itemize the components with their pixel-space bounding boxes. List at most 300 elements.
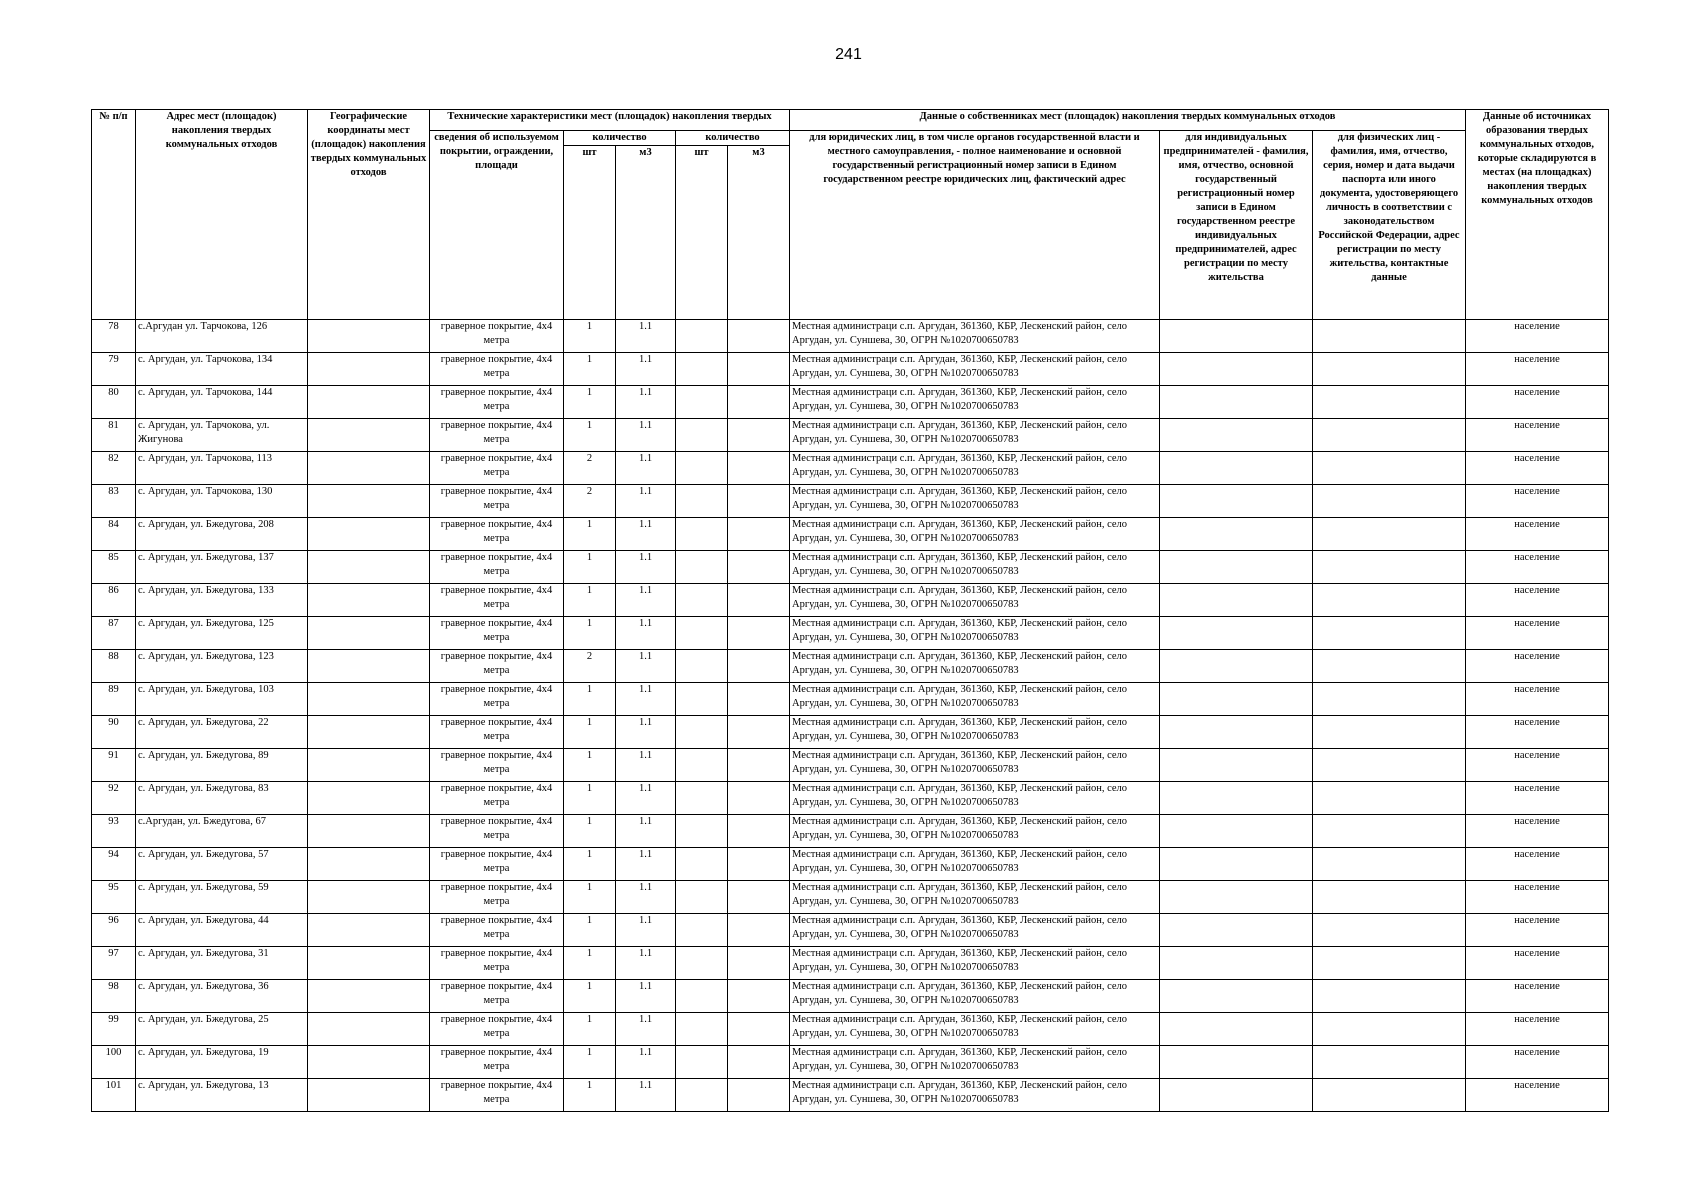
row-owner-legal: Местная администраци с.п. Аргудан, 361360, КБР, Лескенский район, село Аргудан, ул. Суншева, 30, ОГРН №1020700650783: [790, 1013, 1160, 1046]
row-surface: граверное покрытие, 4х4 метра: [430, 716, 564, 749]
row-address: с. Аргудан, ул. Бжедугова, 36: [136, 980, 308, 1013]
header-tech-text: Технические характеристики мест (площадок) накопления твердых: [447, 111, 772, 122]
row-m3: 1.1: [616, 749, 676, 782]
header-owners-ip: для индивидуальных предпринимателей - фамилия, имя, отчество, основной государственный регистрационный номер записи в Едином государственном реестре индивидуальных предпринимателей, адрес регистрации по месту жительства: [1160, 131, 1313, 320]
table-row: [92, 881, 1609, 914]
row-no: 79: [92, 353, 136, 386]
row-owner-ip: [1160, 848, 1313, 881]
row-surface: граверное покрытие, 4х4 метра: [430, 1079, 564, 1112]
row-owner-ip: [1160, 815, 1313, 848]
row-address: с. Аргудан, ул. Бжедугова, 83: [136, 782, 308, 815]
row-owner-legal: Местная администраци с.п. Аргудан, 361360, КБР, Лескенский район, село Аргудан, ул. Суншева, 30, ОГРН №1020700650783: [790, 782, 1160, 815]
row-geo: [308, 881, 430, 914]
row-planned-m3: [728, 1079, 790, 1112]
row-m3: 1.1: [616, 518, 676, 551]
row-planned-pcs: [676, 716, 728, 749]
row-owner-legal: Местная администраци с.п. Аргудан, 361360, КБР, Лескенский район, село Аргудан, ул. Суншева, 30, ОГРН №1020700650783: [790, 980, 1160, 1013]
header-tech-qty-planned-text: количество: [705, 132, 760, 143]
row-owner-legal: Местная администраци с.п. Аргудан, 361360, КБР, Лескенский район, село Аргудан, ул. Суншева, 30, ОГРН №1020700650783: [790, 815, 1160, 848]
row-m3: 1.1: [616, 1079, 676, 1112]
row-planned-m3: [728, 683, 790, 716]
row-m3: 1.1: [616, 683, 676, 716]
row-planned-m3: [728, 386, 790, 419]
row-owner-legal: Местная администраци с.п. Аргудан, 361360, КБР, Лескенский район, село Аргудан, ул. Суншева, 30, ОГРН №1020700650783: [790, 518, 1160, 551]
row-owner-phys: [1313, 485, 1466, 518]
row-owner-legal: Местная администраци с.п. Аргудан, 361360, КБР, Лескенский район, село Аргудан, ул. Суншева, 30, ОГРН №1020700650783: [790, 320, 1160, 353]
row-m3: 1.1: [616, 650, 676, 683]
table-row: [92, 815, 1609, 848]
page-number: 241: [835, 46, 862, 63]
row-owner-phys: [1313, 386, 1466, 419]
row-planned-pcs: [676, 947, 728, 980]
row-pcs: 1: [564, 320, 616, 353]
row-pcs: 2: [564, 452, 616, 485]
row-planned-pcs: [676, 386, 728, 419]
table-row: [92, 782, 1609, 815]
row-planned-pcs: [676, 518, 728, 551]
row-planned-m3: [728, 320, 790, 353]
row-owner-phys: [1313, 584, 1466, 617]
row-address: с. Аргудан, ул. Бжедугова, 123: [136, 650, 308, 683]
row-address: с. Аргудан, ул. Бжедугова, 44: [136, 914, 308, 947]
row-address: с.Аргудан ул. Тарчокова, 126: [136, 320, 308, 353]
row-owner-phys: [1313, 914, 1466, 947]
row-no: 83: [92, 485, 136, 518]
row-owner-phys: [1313, 353, 1466, 386]
row-m3: 1.1: [616, 419, 676, 452]
row-planned-m3: [728, 353, 790, 386]
row-surface: граверное покрытие, 4х4 метра: [430, 584, 564, 617]
row-owner-phys: [1313, 1013, 1466, 1046]
row-no: 80: [92, 386, 136, 419]
row-planned-m3: [728, 881, 790, 914]
row-planned-m3: [728, 452, 790, 485]
row-address: с. Аргудан, ул. Бжедугова, 22: [136, 716, 308, 749]
row-source: население: [1466, 848, 1609, 881]
row-planned-m3: [728, 947, 790, 980]
row-pcs: 1: [564, 815, 616, 848]
row-m3: 1.1: [616, 848, 676, 881]
row-owner-legal: Местная администраци с.п. Аргудан, 361360, КБР, Лескенский район, село Аргудан, ул. Суншева, 30, ОГРН №1020700650783: [790, 551, 1160, 584]
row-no: 100: [92, 1046, 136, 1079]
row-geo: [308, 485, 430, 518]
row-address: с. Аргудан, ул. Бжедугова, 89: [136, 749, 308, 782]
row-planned-pcs: [676, 617, 728, 650]
table-row: [92, 485, 1609, 518]
row-owner-ip: [1160, 551, 1313, 584]
row-planned-pcs: [676, 782, 728, 815]
row-source: население: [1466, 947, 1609, 980]
row-surface: граверное покрытие, 4х4 метра: [430, 353, 564, 386]
row-source: население: [1466, 320, 1609, 353]
row-geo: [308, 650, 430, 683]
row-owner-phys: [1313, 782, 1466, 815]
row-no: 87: [92, 617, 136, 650]
row-owner-legal: Местная администраци с.п. Аргудан, 361360, КБР, Лескенский район, село Аргудан, ул. Суншева, 30, ОГРН №1020700650783: [790, 914, 1160, 947]
row-m3: 1.1: [616, 551, 676, 584]
row-no: 98: [92, 980, 136, 1013]
row-m3: 1.1: [616, 320, 676, 353]
row-pcs: 1: [564, 1046, 616, 1079]
row-m3: 1.1: [616, 617, 676, 650]
row-planned-pcs: [676, 353, 728, 386]
row-no: 90: [92, 716, 136, 749]
row-owner-legal: Местная администраци с.п. Аргудан, 361360, КБР, Лескенский район, село Аргудан, ул. Суншева, 30, ОГРН №1020700650783: [790, 650, 1160, 683]
table-row: [92, 848, 1609, 881]
row-pcs: 1: [564, 353, 616, 386]
row-surface: граверное покрытие, 4х4 метра: [430, 947, 564, 980]
row-geo: [308, 749, 430, 782]
row-planned-m3: [728, 815, 790, 848]
table-row: [92, 716, 1609, 749]
row-address: с. Аргудан, ул. Бжедугова, 137: [136, 551, 308, 584]
row-planned-pcs: [676, 1079, 728, 1112]
header-tech-qty-planned: [676, 131, 790, 146]
table-row: [92, 617, 1609, 650]
row-address: с. Аргудан, ул. Тарчокова, 144: [136, 386, 308, 419]
row-owner-phys: [1313, 419, 1466, 452]
row-planned-pcs: [676, 485, 728, 518]
table-row: [92, 419, 1609, 452]
row-planned-m3: [728, 749, 790, 782]
row-source: население: [1466, 914, 1609, 947]
row-owner-ip: [1160, 584, 1313, 617]
row-pcs: 2: [564, 485, 616, 518]
waste-sites-table: [91, 109, 1609, 1112]
row-pcs: 2: [564, 650, 616, 683]
row-planned-pcs: [676, 881, 728, 914]
table-row: [92, 1013, 1609, 1046]
row-no: 85: [92, 551, 136, 584]
row-source: население: [1466, 1013, 1609, 1046]
row-source: население: [1466, 650, 1609, 683]
row-pcs: 1: [564, 551, 616, 584]
row-owner-phys: [1313, 848, 1466, 881]
row-source: население: [1466, 452, 1609, 485]
row-m3: 1.1: [616, 452, 676, 485]
header-owners: Данные о собственниках мест (площадок) накопления твердых коммунальных отходов: [790, 110, 1466, 131]
row-owner-ip: [1160, 650, 1313, 683]
row-address: с. Аргудан, ул. Бжедугова, 57: [136, 848, 308, 881]
row-pcs: 1: [564, 518, 616, 551]
header-owners-legal: для юридических лиц, в том числе органов государственной власти и местного самоуправления, - полное наименование и основной государственный регистрационный номер записи в Едином государственном реестре юридических лиц, фактический адрес: [790, 131, 1160, 320]
row-pcs: 1: [564, 617, 616, 650]
header-geo: Географические координаты мест (площадок) накопления твердых коммунальных отходов: [308, 110, 430, 320]
row-geo: [308, 1046, 430, 1079]
row-owner-ip: [1160, 947, 1313, 980]
table-row: [92, 452, 1609, 485]
row-geo: [308, 320, 430, 353]
row-surface: граверное покрытие, 4х4 метра: [430, 518, 564, 551]
table-row: [92, 650, 1609, 683]
row-source: население: [1466, 518, 1609, 551]
row-source: население: [1466, 551, 1609, 584]
header-sources: Данные об источниках образования твердых коммунальных отходов, которые складируются в местах (на площадках) накопления твердых коммунальных отходов: [1466, 110, 1609, 320]
row-geo: [308, 1013, 430, 1046]
row-planned-m3: [728, 485, 790, 518]
table-row: [92, 947, 1609, 980]
row-owner-phys: [1313, 716, 1466, 749]
table-row: [92, 518, 1609, 551]
row-address: с. Аргудан, ул. Бжедугова, 208: [136, 518, 308, 551]
row-planned-pcs: [676, 320, 728, 353]
row-planned-pcs: [676, 683, 728, 716]
row-owner-phys: [1313, 815, 1466, 848]
row-geo: [308, 683, 430, 716]
row-m3: 1.1: [616, 353, 676, 386]
row-owner-ip: [1160, 914, 1313, 947]
row-planned-m3: [728, 419, 790, 452]
row-owner-phys: [1313, 551, 1466, 584]
row-geo: [308, 518, 430, 551]
row-pcs: 1: [564, 980, 616, 1013]
row-source: население: [1466, 617, 1609, 650]
row-no: 81: [92, 419, 136, 452]
row-geo: [308, 419, 430, 452]
row-planned-pcs: [676, 650, 728, 683]
row-address: с. Аргудан, ул. Бжедугова, 25: [136, 1013, 308, 1046]
row-geo: [308, 716, 430, 749]
row-planned-m3: [728, 848, 790, 881]
row-owner-phys: [1313, 1079, 1466, 1112]
row-planned-pcs: [676, 452, 728, 485]
row-surface: граверное покрытие, 4х4 метра: [430, 485, 564, 518]
header-unit-pcs-planned: шт: [676, 146, 728, 320]
row-owner-phys: [1313, 881, 1466, 914]
row-m3: 1.1: [616, 584, 676, 617]
row-address: с. Аргудан, ул. Бжедугова, 19: [136, 1046, 308, 1079]
row-address: с. Аргудан, ул. Бжедугова, 13: [136, 1079, 308, 1112]
row-m3: 1.1: [616, 782, 676, 815]
row-geo: [308, 914, 430, 947]
header-unit-m3-planned: м3: [728, 146, 790, 320]
row-no: 93: [92, 815, 136, 848]
row-m3: 1.1: [616, 716, 676, 749]
table-row: [92, 914, 1609, 947]
row-pcs: 1: [564, 1013, 616, 1046]
row-no: 91: [92, 749, 136, 782]
row-owner-ip: [1160, 782, 1313, 815]
table-body: [92, 320, 1609, 1112]
row-address: с. Аргудан, ул. Тарчокова, 134: [136, 353, 308, 386]
row-m3: 1.1: [616, 980, 676, 1013]
row-no: 92: [92, 782, 136, 815]
row-owner-phys: [1313, 683, 1466, 716]
row-surface: граверное покрытие, 4х4 метра: [430, 848, 564, 881]
row-no: 94: [92, 848, 136, 881]
row-owner-ip: [1160, 749, 1313, 782]
row-owner-phys: [1313, 749, 1466, 782]
row-owner-ip: [1160, 617, 1313, 650]
row-owner-ip: [1160, 1079, 1313, 1112]
row-no: 99: [92, 1013, 136, 1046]
row-m3: 1.1: [616, 485, 676, 518]
header-tech-qty-placed: [564, 131, 676, 146]
row-owner-phys: [1313, 1046, 1466, 1079]
row-owner-legal: Местная администраци с.п. Аргудан, 361360, КБР, Лескенский район, село Аргудан, ул. Суншева, 30, ОГРН №1020700650783: [790, 452, 1160, 485]
row-owner-legal: Местная администраци с.п. Аргудан, 361360, КБР, Лескенский район, село Аргудан, ул. Суншева, 30, ОГРН №1020700650783: [790, 749, 1160, 782]
row-planned-m3: [728, 782, 790, 815]
row-m3: 1.1: [616, 881, 676, 914]
row-owner-legal: Местная администраци с.п. Аргудан, 361360, КБР, Лескенский район, село Аргудан, ул. Суншева, 30, ОГРН №1020700650783: [790, 848, 1160, 881]
row-surface: граверное покрытие, 4х4 метра: [430, 815, 564, 848]
row-address: с. Аргудан, ул. Бжедугова, 133: [136, 584, 308, 617]
row-owner-ip: [1160, 1013, 1313, 1046]
row-owner-ip: [1160, 1046, 1313, 1079]
row-owner-legal: Местная администраци с.п. Аргудан, 361360, КБР, Лескенский район, село Аргудан, ул. Суншева, 30, ОГРН №1020700650783: [790, 683, 1160, 716]
row-planned-pcs: [676, 980, 728, 1013]
row-address: с. Аргудан, ул. Тарчокова, 130: [136, 485, 308, 518]
row-geo: [308, 551, 430, 584]
row-planned-m3: [728, 980, 790, 1013]
row-surface: граверное покрытие, 4х4 метра: [430, 320, 564, 353]
table-row: [92, 551, 1609, 584]
row-planned-m3: [728, 716, 790, 749]
row-address: с. Аргудан, ул. Бжедугова, 31: [136, 947, 308, 980]
row-planned-m3: [728, 551, 790, 584]
row-geo: [308, 947, 430, 980]
table-row: [92, 584, 1609, 617]
table-row: [92, 683, 1609, 716]
row-geo: [308, 815, 430, 848]
row-pcs: 1: [564, 947, 616, 980]
row-planned-pcs: [676, 419, 728, 452]
row-geo: [308, 386, 430, 419]
header-tech-surface: сведения об используемом покрытии, ограждении, площади: [430, 131, 564, 320]
table-row: [92, 1046, 1609, 1079]
row-m3: 1.1: [616, 1013, 676, 1046]
table-row: [92, 386, 1609, 419]
header-address: Адрес мест (площадок) накопления твердых коммунальных отходов: [136, 110, 308, 320]
row-pcs: 1: [564, 881, 616, 914]
row-m3: 1.1: [616, 1046, 676, 1079]
row-no: 84: [92, 518, 136, 551]
row-planned-m3: [728, 584, 790, 617]
row-pcs: 1: [564, 584, 616, 617]
row-pcs: 1: [564, 914, 616, 947]
header-owners-phys: для физических лиц - фамилия, имя, отчество, серия, номер и дата выдачи паспорта или иного документа, удостоверяющего личность в соответствии с законодательством Российской Федерации, адрес регистрации по месту жительства, контактные данные: [1313, 131, 1466, 320]
row-planned-m3: [728, 1046, 790, 1079]
row-m3: 1.1: [616, 914, 676, 947]
row-owner-legal: Местная администраци с.п. Аргудан, 361360, КБР, Лескенский район, село Аргудан, ул. Суншева, 30, ОГРН №1020700650783: [790, 881, 1160, 914]
row-owner-legal: Местная администраци с.п. Аргудан, 361360, КБР, Лескенский район, село Аргудан, ул. Суншева, 30, ОГРН №1020700650783: [790, 1079, 1160, 1112]
row-planned-pcs: [676, 749, 728, 782]
row-source: население: [1466, 1079, 1609, 1112]
row-surface: граверное покрытие, 4х4 метра: [430, 914, 564, 947]
row-surface: граверное покрытие, 4х4 метра: [430, 782, 564, 815]
row-address: с. Аргудан, ул. Бжедугова, 103: [136, 683, 308, 716]
row-planned-m3: [728, 518, 790, 551]
header-tech-qty-placed-text: количество: [592, 132, 647, 143]
row-no: 97: [92, 947, 136, 980]
row-geo: [308, 452, 430, 485]
row-source: население: [1466, 353, 1609, 386]
row-source: население: [1466, 485, 1609, 518]
row-owner-legal: Местная администраци с.п. Аргудан, 361360, КБР, Лескенский район, село Аргудан, ул. Суншева, 30, ОГРН №1020700650783: [790, 1046, 1160, 1079]
row-owner-ip: [1160, 353, 1313, 386]
row-surface: граверное покрытие, 4х4 метра: [430, 650, 564, 683]
row-owner-ip: [1160, 419, 1313, 452]
row-surface: граверное покрытие, 4х4 метра: [430, 1013, 564, 1046]
row-source: население: [1466, 980, 1609, 1013]
row-owner-ip: [1160, 683, 1313, 716]
row-pcs: 1: [564, 749, 616, 782]
header-tech: [430, 110, 790, 131]
row-owner-phys: [1313, 980, 1466, 1013]
row-owner-ip: [1160, 518, 1313, 551]
row-owner-phys: [1313, 452, 1466, 485]
header-unit-pcs: шт: [564, 146, 616, 320]
row-surface: граверное покрытие, 4х4 метра: [430, 617, 564, 650]
row-source: население: [1466, 386, 1609, 419]
row-owner-phys: [1313, 320, 1466, 353]
row-m3: 1.1: [616, 386, 676, 419]
row-owner-phys: [1313, 650, 1466, 683]
row-planned-m3: [728, 1013, 790, 1046]
table-row: [92, 320, 1609, 353]
row-source: население: [1466, 1046, 1609, 1079]
row-geo: [308, 1079, 430, 1112]
row-source: население: [1466, 815, 1609, 848]
row-surface: граверное покрытие, 4х4 метра: [430, 980, 564, 1013]
row-surface: граверное покрытие, 4х4 метра: [430, 386, 564, 419]
row-planned-pcs: [676, 815, 728, 848]
row-owner-legal: Местная администраци с.п. Аргудан, 361360, КБР, Лескенский район, село Аргудан, ул. Суншева, 30, ОГРН №1020700650783: [790, 716, 1160, 749]
row-no: 96: [92, 914, 136, 947]
row-owner-ip: [1160, 980, 1313, 1013]
row-source: население: [1466, 881, 1609, 914]
row-surface: граверное покрытие, 4х4 метра: [430, 683, 564, 716]
row-surface: граверное покрытие, 4х4 метра: [430, 1046, 564, 1079]
row-owner-ip: [1160, 320, 1313, 353]
row-geo: [308, 353, 430, 386]
table-row: [92, 1079, 1609, 1112]
row-planned-m3: [728, 650, 790, 683]
header-no: № п/п: [92, 110, 136, 320]
table-row: [92, 353, 1609, 386]
row-planned-pcs: [676, 584, 728, 617]
row-owner-phys: [1313, 947, 1466, 980]
row-owner-legal: Местная администраци с.п. Аргудан, 361360, КБР, Лескенский район, село Аргудан, ул. Суншева, 30, ОГРН №1020700650783: [790, 947, 1160, 980]
row-source: население: [1466, 716, 1609, 749]
header-unit-m3: м3: [616, 146, 676, 320]
row-pcs: 1: [564, 716, 616, 749]
row-owner-ip: [1160, 452, 1313, 485]
row-pcs: 1: [564, 782, 616, 815]
row-planned-pcs: [676, 1046, 728, 1079]
row-owner-ip: [1160, 716, 1313, 749]
row-owner-legal: Местная администраци с.п. Аргудан, 361360, КБР, Лескенский район, село Аргудан, ул. Суншева, 30, ОГРН №1020700650783: [790, 353, 1160, 386]
row-source: население: [1466, 584, 1609, 617]
row-source: население: [1466, 749, 1609, 782]
row-owner-legal: Местная администраци с.п. Аргудан, 361360, КБР, Лескенский район, село Аргудан, ул. Суншева, 30, ОГРН №1020700650783: [790, 485, 1160, 518]
row-address: с. Аргудан, ул. Тарчокова, 113: [136, 452, 308, 485]
row-m3: 1.1: [616, 815, 676, 848]
row-owner-ip: [1160, 881, 1313, 914]
row-geo: [308, 980, 430, 1013]
row-owner-legal: Местная администраци с.п. Аргудан, 361360, КБР, Лескенский район, село Аргудан, ул. Суншева, 30, ОГРН №1020700650783: [790, 419, 1160, 452]
row-surface: граверное покрытие, 4х4 метра: [430, 749, 564, 782]
row-pcs: 1: [564, 848, 616, 881]
table-row: [92, 980, 1609, 1013]
row-planned-pcs: [676, 551, 728, 584]
table-row: [92, 749, 1609, 782]
row-geo: [308, 848, 430, 881]
row-geo: [308, 782, 430, 815]
row-no: 78: [92, 320, 136, 353]
row-no: 86: [92, 584, 136, 617]
row-geo: [308, 584, 430, 617]
